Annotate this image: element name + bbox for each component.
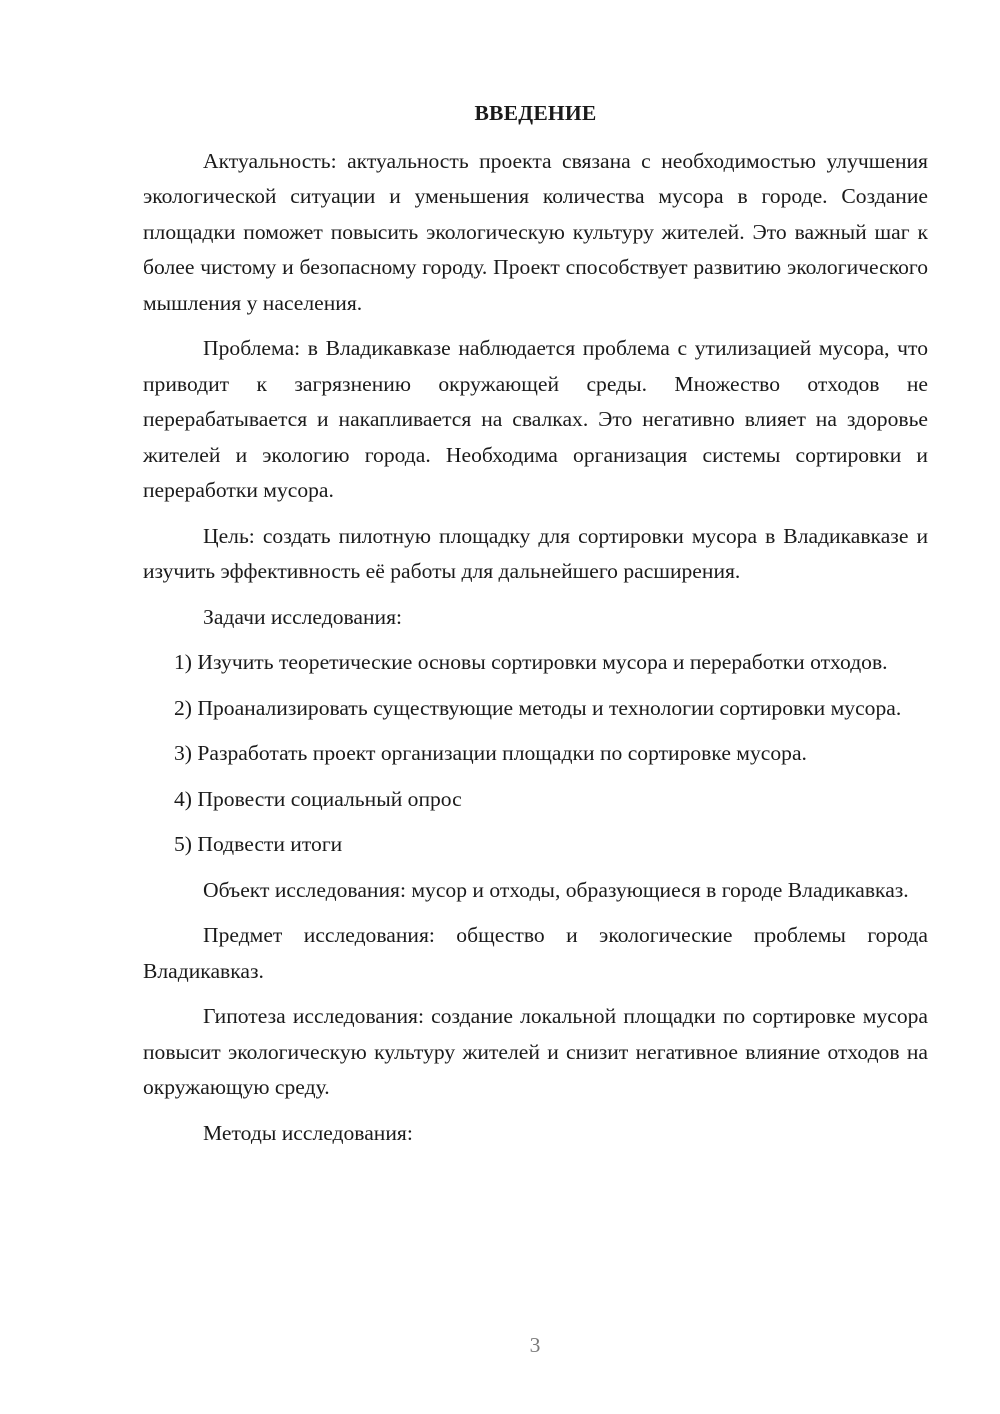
- paragraph-subject: Предмет исследования: общество и экологические проблемы города Владикавказ.: [143, 923, 928, 983]
- paragraph-object: Объект исследования: мусор и отходы, образующиеся в городе Владикавказ.: [203, 877, 909, 902]
- paragraph-methods: Методы исследования:: [203, 1120, 413, 1145]
- task-item-1: 1) Изучить теоретические основы сортировки мусора и переработки отходов.: [174, 650, 888, 674]
- document-page: [143, 96, 928, 1161]
- paragraph-goal: Цель: создать пилотную площадку для сортировки мусора в Владикавказе и изучить эффективность её работы для дальнейшего расширения.: [143, 523, 928, 583]
- page-title: ВВЕДЕНИЕ: [474, 101, 597, 125]
- task-item-3: 3) Разработать проект организации площадки по сортировке мусора.: [174, 741, 807, 765]
- task-item-2: 2) Проанализировать существующие методы и технологии сортировки мусора.: [174, 695, 902, 720]
- page-number: 3: [529, 1333, 541, 1357]
- task-item-4: 4) Провести социальный опрос: [174, 786, 462, 811]
- task-item-5: 5) Подвести итоги: [174, 832, 343, 856]
- paragraph-tasks-heading: Задачи исследования:: [203, 604, 403, 629]
- paragraph-relevance: Актуальность: актуальность проекта связана с необходимостью улучшения экологической ситуации и уменьшения количества мусора в городе. Создание площадки поможет повысить экологическую культуру жителей. Это важный шаг к более чистому и безопасному городу. Проект способствует развитию экологического мышления у населения.: [143, 148, 928, 315]
- paragraph-hypothesis: Гипотеза исследования: создание локальной площадки по сортировке мусора повысит экологическую культуру жителей и снизит негативное влияние отходов на окружающую среду.: [143, 1004, 928, 1099]
- paragraph-problem: Проблема: в Владикавказе наблюдается проблема с утилизацией мусора, что приводит к загрязнению окружающей среды. Множество отходов не перерабатывается и накапливается на свалках. Это негативно влияет на здоровье жителей и экологию города. Необходима организация системы сортировки и переработки мусора.: [143, 336, 928, 502]
